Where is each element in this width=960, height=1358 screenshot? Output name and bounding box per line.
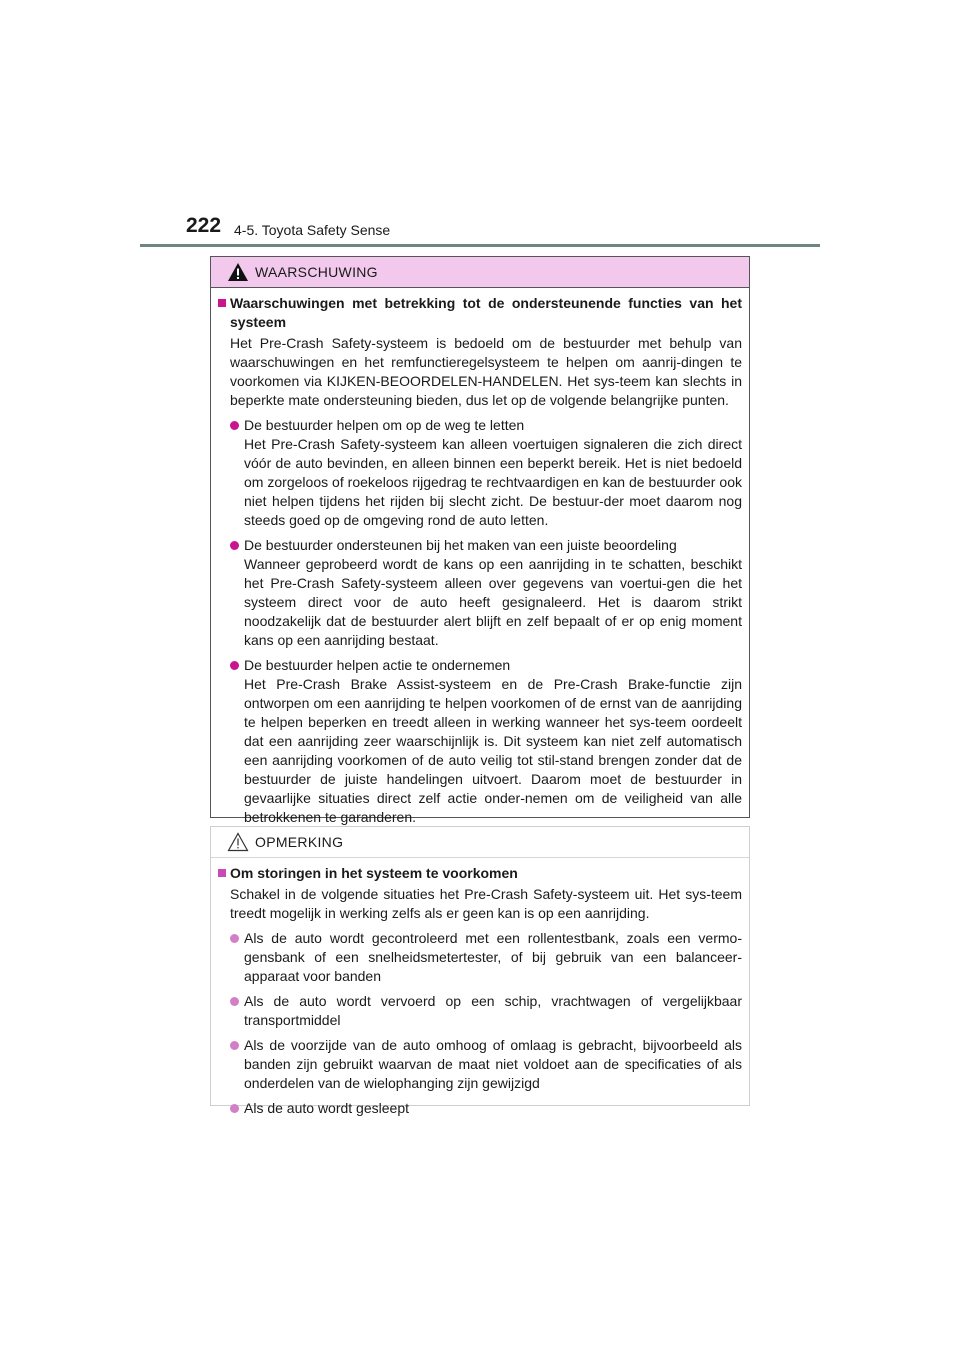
warning-body bbox=[211, 288, 749, 827]
note-intro: Schakel in de volgende situaties het Pre-Crash Safety-systeem uit. Het sys-teem treedt mogelijk in werking zelfs als er geen kan is op een aanrijding. bbox=[230, 886, 742, 921]
circle-bullet-icon bbox=[230, 934, 239, 943]
warning-title: WAARSCHUWING bbox=[255, 264, 378, 280]
warning-box bbox=[210, 256, 750, 825]
circle-bullet-icon bbox=[230, 997, 239, 1006]
square-bullet-icon bbox=[218, 299, 226, 307]
warning-intro: Het Pre-Crash Safety-systeem is bedoeld om de bestuurder met behulp van waarschuwingen en het remfunctieregelsysteem te helpen om aanrij-dingen te voorkomen via KIJKEN-BEOORDELEN-HANDELEN. Het sys-teem kan slechts in beperkte mate ondersteuning bieden, dus let op de volgende belangrijke punten. bbox=[230, 335, 742, 408]
list-item bbox=[218, 536, 742, 650]
note-box bbox=[210, 826, 750, 1116]
list-item bbox=[218, 992, 742, 1030]
note-section-heading bbox=[218, 864, 742, 883]
warning-section-title: Waarschuwingen met betrekking tot de ondersteunende functies van het systeem bbox=[230, 295, 742, 330]
note-header bbox=[211, 827, 749, 858]
caution-triangle-outline-icon bbox=[227, 832, 249, 852]
circle-bullet-icon bbox=[230, 421, 239, 430]
list-item bbox=[218, 1036, 742, 1093]
bullet-text: Het Pre-Crash Safety-systeem kan alleen voertuigen signaleren die zich direct vóór de auto bevinden, en alleen binnen een beperkt bereik. Het is niet bedoeld om zorgeloos of roekeloos rijgedrag te rechtvaardigen en kan de bestuurder ook niet helpen tijdens het rijden bij slecht zicht. De bestuur-der moet daarom nog steeds goed op de omgeving rond de auto letten. bbox=[244, 436, 742, 528]
list-item bbox=[218, 416, 742, 530]
bullet-text: Wanneer geprobeerd wordt de kans op een aanrijding in te schatten, beschikt het Pre-Crash Safety-systeem alleen over gegevens van voertui-gen die het systeem direct voor de auto heeft gesignaleerd. Het is daarom strikt noodzakelijk dat de bestuurder alert blijft en zelf bepaalt of er op enig moment kans op een aanrijding bestaat. bbox=[244, 556, 742, 648]
warning-triangle-icon bbox=[227, 262, 249, 282]
warning-header bbox=[211, 257, 749, 288]
page-header bbox=[186, 214, 826, 242]
bullet-text: Als de auto wordt gecontroleerd met een rollentestbank, zoals een vermo-gensbank of een snelheidsmetertester, of bij gebruik van een balanceer-apparaat voor banden bbox=[244, 930, 742, 984]
circle-bullet-icon bbox=[230, 1041, 239, 1050]
section-title: 4-5. Toyota Safety Sense bbox=[234, 222, 391, 238]
square-bullet-icon bbox=[218, 869, 226, 877]
bullet-text: Als de voorzijde van de auto omhoog of omlaag is gebracht, bijvoorbeeld als banden zijn gebruikt waarvan de maat niet voldoet aan de specificaties of als onderdelen van de wielophanging zijn gewijzigd bbox=[244, 1037, 742, 1091]
bullet-title: De bestuurder helpen om op de weg te letten bbox=[244, 417, 525, 433]
bullet-title: De bestuurder helpen actie te ondernemen bbox=[244, 657, 511, 673]
circle-bullet-icon bbox=[230, 1104, 239, 1113]
list-item bbox=[218, 929, 742, 986]
list-item bbox=[218, 656, 742, 827]
note-body bbox=[211, 858, 749, 1118]
bullet-text: Het Pre-Crash Brake Assist-systeem en de Pre-Crash Brake-functie zijn ontworpen om een aanrijding te helpen voorkomen of de ernst van de aanrijding te helpen beperken en treedt alleen in werking wanneer het sys-teem oordeelt dat een aanrijding zeer waarschijnlijk is. Dit systeem kan niet zelf automatisch een aanrijding voorkomen of de auto veilig tot stil-stand brengen zonder dat de bestuurder de juiste handelingen uitvoert. Daarom moet de bestuurder in gevaarlijke situaties direct zelf actie onder-nemen om de veiligheid van alle betrokkenen te garanderen. bbox=[244, 676, 742, 825]
note-section-title: Om storingen in het systeem te voorkomen bbox=[230, 865, 518, 881]
circle-bullet-icon bbox=[230, 541, 239, 550]
warning-section-heading bbox=[218, 294, 742, 332]
page-number: 222 bbox=[186, 214, 222, 237]
bullet-text: Als de auto wordt gesleept bbox=[244, 1100, 409, 1116]
bullet-title: De bestuurder ondersteunen bij het maken van een juiste beoordeling bbox=[244, 537, 677, 553]
note-title: OPMERKING bbox=[255, 834, 344, 850]
bullet-text: Als de auto wordt vervoerd op een schip, vrachtwagen of vergelijkbaar transportmiddel bbox=[244, 993, 742, 1028]
header-rule bbox=[140, 244, 820, 247]
list-item bbox=[218, 1099, 742, 1118]
circle-bullet-icon bbox=[230, 661, 239, 670]
